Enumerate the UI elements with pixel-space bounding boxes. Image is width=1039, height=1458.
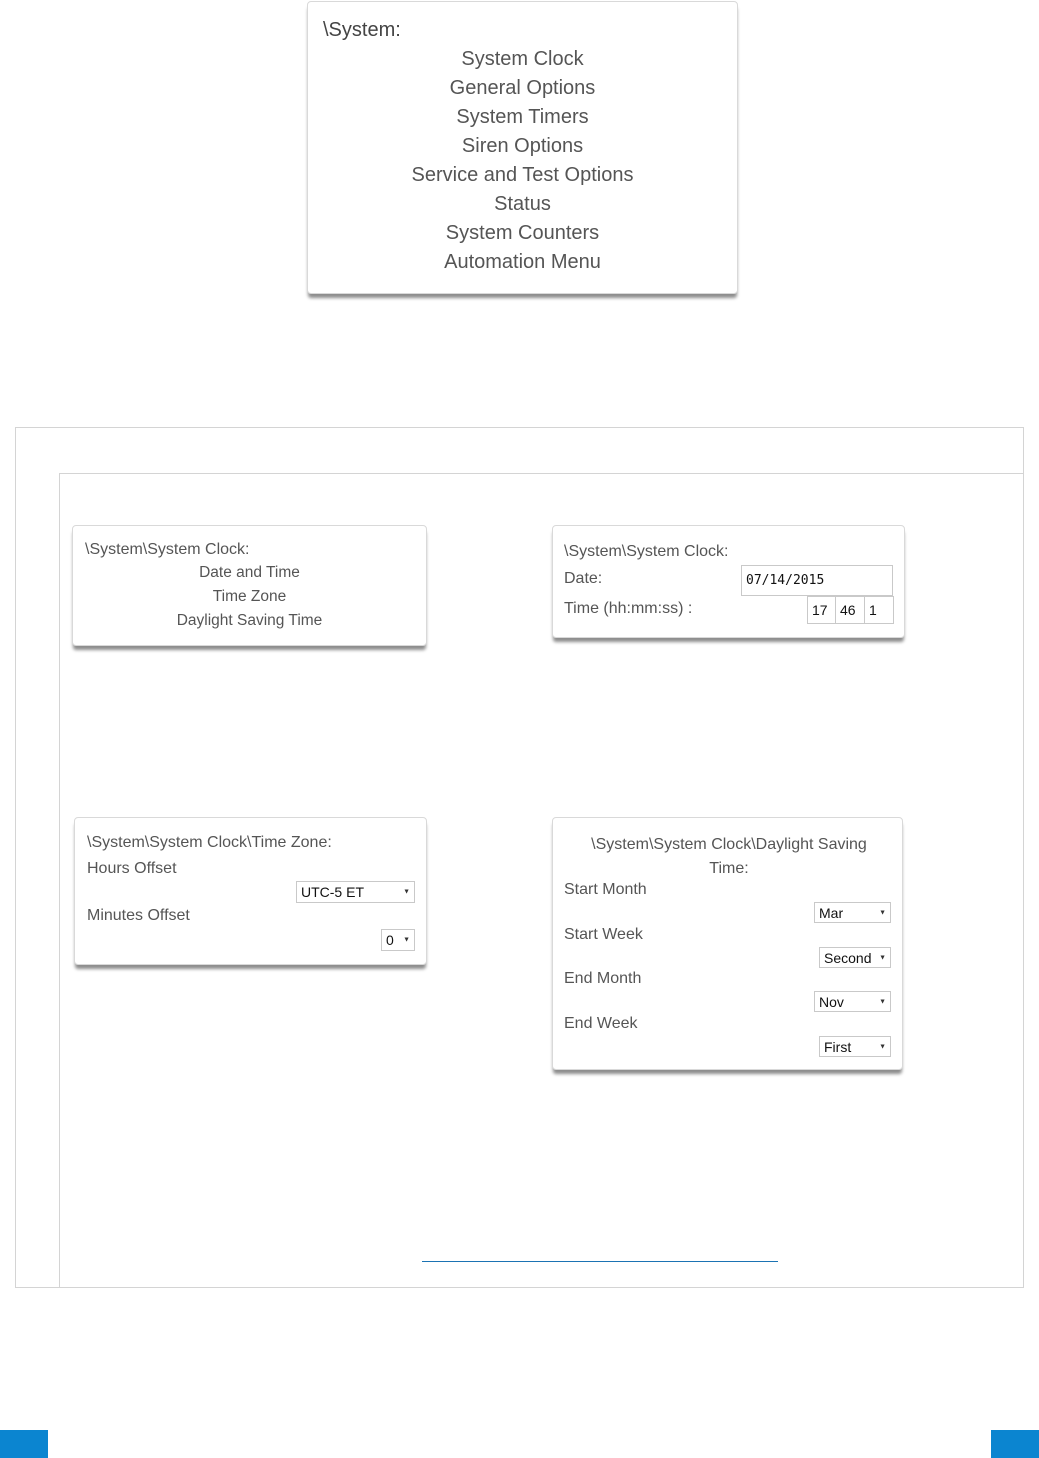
end-month-value: Nov: [819, 993, 844, 1010]
menu-item-general-options[interactable]: General Options: [449, 77, 596, 99]
time-zone-panel: [74, 817, 427, 965]
menu-item-time-zone[interactable]: Time Zone: [212, 588, 287, 605]
clock-menu-panel: [72, 525, 427, 646]
start-month-label: Start Month: [564, 881, 647, 898]
menu-item-status[interactable]: Status: [494, 193, 551, 215]
footer-corner-right: [991, 1430, 1039, 1458]
menu-item-date-and-time[interactable]: Date and Time: [199, 564, 300, 581]
system-menu-panel: [307, 1, 738, 294]
frame-divider-horizontal: [59, 473, 1024, 474]
dst-title: \System\System Clock\Daylight Saving Time:: [591, 836, 867, 877]
start-week-label: Start Week: [564, 926, 643, 943]
footer-corner-left: [0, 1430, 48, 1458]
dropdown-arrow-icon: ▼: [403, 888, 410, 896]
minutes-offset-select[interactable]: [381, 929, 415, 951]
system-menu-title: \System:: [323, 19, 401, 41]
date-label: Date:: [564, 570, 603, 587]
dropdown-arrow-icon: ▼: [879, 1043, 886, 1050]
clock-menu-title: \System\System Clock:: [85, 541, 250, 558]
clock-menu-list: [73, 561, 426, 633]
frame-divider-vertical: [59, 473, 60, 1288]
minutes-offset-label: Minutes Offset: [87, 907, 190, 924]
dropdown-arrow-icon: ▼: [879, 954, 886, 961]
hours-offset-value: UTC-5 ET: [301, 884, 364, 900]
menu-item-siren-options[interactable]: Siren Options: [461, 135, 584, 157]
menu-item-automation-menu[interactable]: Automation Menu: [444, 251, 601, 273]
start-month-select[interactable]: [814, 902, 891, 923]
hours-offset-label: Hours Offset: [87, 860, 177, 877]
end-month-select[interactable]: [814, 991, 891, 1012]
minutes-offset-value: 0: [386, 932, 394, 948]
dropdown-arrow-icon: ▼: [879, 909, 886, 916]
start-week-select[interactable]: [819, 947, 891, 968]
menu-item-system-counters[interactable]: System Counters: [445, 222, 600, 244]
dst-panel: [552, 817, 903, 1070]
hours-offset-select[interactable]: [296, 881, 415, 903]
dropdown-arrow-icon: ▼: [403, 936, 410, 944]
dropdown-arrow-icon: ▼: [879, 998, 886, 1005]
seconds-input[interactable]: 1: [864, 596, 894, 624]
time-label: Time (hh:mm:ss) :: [564, 600, 693, 617]
time-zone-title: \System\System Clock\Time Zone:: [87, 834, 332, 851]
start-week-value: Second: [824, 949, 872, 966]
menu-item-service-test-options[interactable]: Service and Test Options: [411, 164, 634, 186]
end-week-label: End Week: [564, 1015, 638, 1032]
hours-input[interactable]: 17: [807, 596, 836, 624]
date-time-title: \System\System Clock:: [564, 543, 729, 560]
start-month-value: Mar: [819, 904, 844, 921]
end-week-select[interactable]: [819, 1036, 891, 1057]
link-underline: [422, 1261, 778, 1262]
menu-item-daylight-saving-time[interactable]: Daylight Saving Time: [176, 612, 323, 629]
menu-item-system-clock[interactable]: System Clock: [461, 48, 584, 70]
system-menu-list: [308, 45, 737, 277]
date-input[interactable]: 07/14/2015: [741, 565, 893, 596]
menu-item-system-timers[interactable]: System Timers: [456, 106, 589, 128]
end-month-label: End Month: [564, 970, 642, 987]
date-time-panel: [552, 525, 905, 638]
end-week-value: First: [824, 1038, 852, 1055]
minutes-input[interactable]: 46: [835, 596, 865, 624]
